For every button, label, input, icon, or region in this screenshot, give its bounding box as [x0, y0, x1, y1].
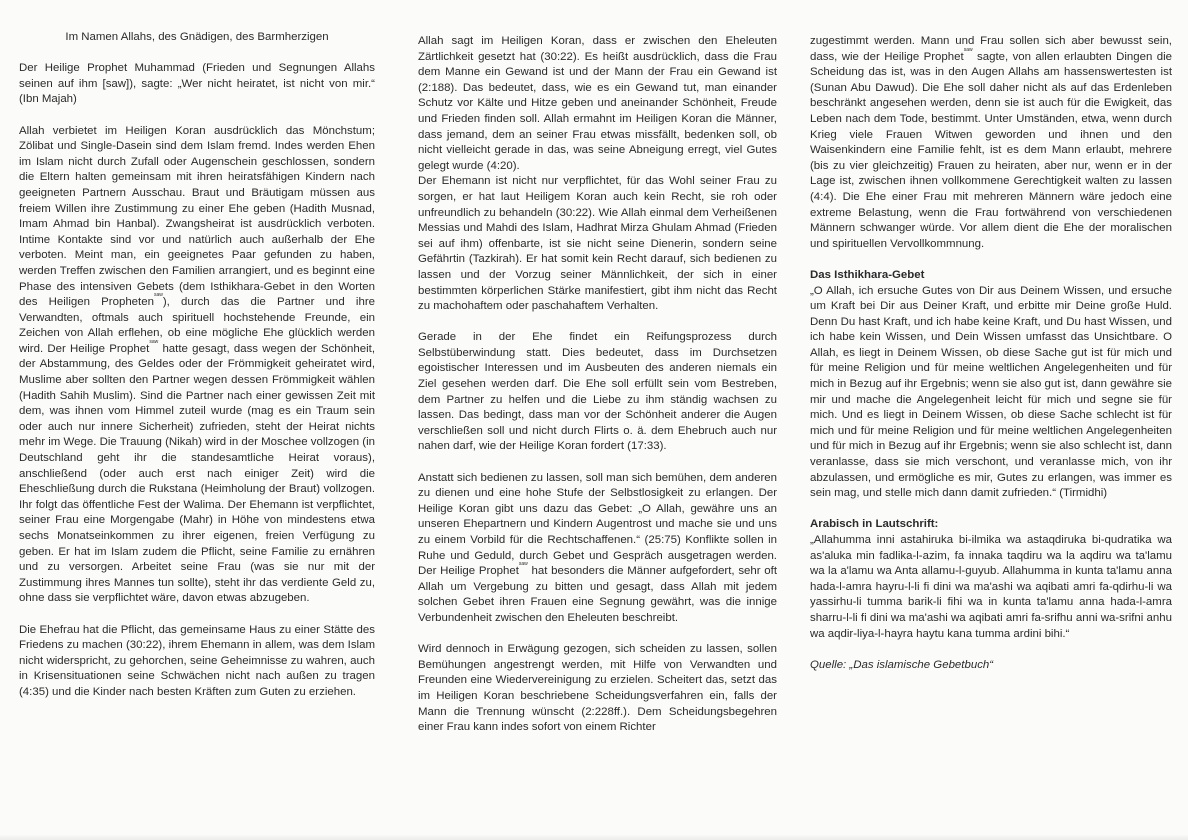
paragraph-marriage-choice: Allah verbietet im Heiligen Koran ausdrücklich das Mönchstum; Zölibat und Single-Dasein sind dem Islam fremd. Indes werden Ehen im Islam nicht durch Zufall oder Augenschein geschlossen, sondern die Eltern halten gemeinsam mit ihren heiratsfähigen Kindern nach geeigneten Partnern Ausschau. Braut und Bräutigam müssen aus freiem Willen ihre Zustimmung zu einer Ehe geben (Hadith Musnad, Imam Ahmad bin Hanbal). Zwangsheirat ist ausdrücklich verboten. Intime Kontakte sind vor und natürlich auch außerhalb der Ehe verboten. Meint man, ein geeignetes Paar gefunden zu haben, werden Treffen zwischen den Familien arrangiert, und es beginnt eine Phase des intensiven Gebets (dem Isthikhara-Gebet in den Worten des Heiligen Propheten$^{saw}$), durch das die Partner und ihre Verwandten, oftmals auch spirituell hochstehende Freunde, ein Zeichen von Allah erflehen, ob eine mögliche Ehe glücklich werden wird. Der Heilige Prophet$^{saw}$ hatte gesagt, dass wegen der Schönheit, der Abstammung, des Geldes oder der Frömmigkeit geheiratet wird, Muslime aber sollten den Partner wegen dessen Frömmigkeit wählen (Hadith Sahih Muslim). Sind die Partner nach einer gewissen Zeit mit dem, was ihnen vom Himmel zuteil wurde (mag es ein Traum sein oder auch nur innere Sicherheit) zufrieden, steht der Heirat nichts mehr im Wege. Die Trauung (Nikah) wird in der Moschee vollzogen (in Deutschland geht ihr die standesamtliche Heirat voraus), anschließend (oder auch erst nach einiger Zeit) wird die Eheschließung durch die Rukstana (Heimholung der Braut) vollzogen. Ihr folgt das öffentliche Fest der Walima. Der Ehemann ist verpflichtet, seiner Frau eine Morgengabe (Mahr) in Höhe von mindestens etwa sechs Monatseinkommen zu ihrer eigenen, freien Verfügung zu geben. Er hat im Islam zudem die Pflicht, seine Familie zu ernähren und zu versorgen. Arbeitet seine Frau (was sie nur mit der Zustimmung ihres Mannes tun sollte), steht ihr das verdiente Geld zu, ohne dass sie verpflichtet wäre, davon etwas abzugeben. — [19, 124, 376, 605]
transliteration-text: „Allahumma inni astahiruka bi-ilmika wa astaqdiruka bi-qudratika wa as'aluka min fadlika-l-azim, fa innaka taqdiru wa la aqdiru wa ta'lamu wa la a'lamu wa Anta allamu-l-guyub. Allahumma in kunta ta'lamu anna hada-l-amra hayru-l-li fi dini wa ma'ashi wa aqibati amri fa-qdirhu-li wa yassirhu-li tumma barik-li fihi wa in kunta ta'lamu anna hada-l-amra sharru-l-li fi dini wa ma'ashi wa aqibati amri fa-srifhu anni wa-srifni anhu wa aqdir-liya-l-hayra haytu kana tumma ardini bihi.“ — [810, 534, 1172, 640]
paragraph-divorce: Wird dennoch in Erwägung gezogen, sich scheiden zu lassen, sollen Bemühungen angestrengt werden, mit Hilfe von Verwandten und Freunden eine Wiedervereinigung zu erzielen. Scheitert das, setzt das im Heiligen Koran beschriebene Scheidungsverfahren ein, falls der Mann die Trennung wünscht (2:228ff.). Dem Scheidungsbegehren einer Frau kann indes sofort von einem Richter — [418, 643, 777, 734]
isthikhara-heading: Das Isthikhara-Gebet — [810, 268, 925, 281]
column-2 — [418, 34, 777, 736]
column-3 — [810, 34, 1172, 673]
basmala-heading: Im Namen Allahs, des Gnädigen, des Barmherzigen — [65, 31, 329, 43]
intro-hadith: Der Heilige Prophet Muhammad (Frieden und Segnungen Allahs seinen auf ihm [saw]), sagte: „Wer nicht heiratet, ist nicht von mir.“ (Ibn Majah) — [19, 62, 375, 106]
paragraph-husband-duties: Der Ehemann ist nicht nur verpflichtet, für das Wohl seiner Frau zu sorgen, er hat laut Heiligem Koran auch kein Recht, sie roh oder unfreundlich zu behandeln (30:22). Wie Allah einmal dem Verheißenen Messias und Mahdi des Islam, Hadhrat Mirza Ghulam Ahmad (Frieden sei auf ihm) offenbarte, ist sie nicht seine Dienerin, sondern seine Gefährtin (Tazkirah). Er hat somit kein Recht darauf, sich bedienen zu lassen und der Vorzug seiner Männlichkeit, der sich in einer bestimmten körperlichen Stärke manifestiert, gibt ihm nicht das Recht zu machohaftem oder paschahaftem Verhalten. — [418, 175, 777, 313]
isthikhara-prayer-text: „O Allah, ich ersuche Gutes von Dir aus Deinem Wissen, und ersuche um Kraft bei Dir aus Deiner Kraft, und erbitte mir Deine große Huld. Denn Du hast Kraft, und ich habe keine Kraft, und Du hast Wissen, und ich habe kein Wissen, und Dein Wissen umfasst das Unsichtbare. O Allah, es liegt in Deinem Wissen, ob diese Sache gut ist für mich und für meine Religion und für meine weltlichen Angelegenheiten und für mich in Bezug auf ihr Ergebnis; wenn sie also gut ist, dann gewähre sie mir und mache die Angelegenheit leicht für mich und segne sie für mich. Und es liegt in Deinem Wissen, ob diese Sache schlecht ist für mich und für meine Religion und für meine weltlichen Angelegenheiten und für mich in Bezug auf ihr Ergebnis; wenn sie also schlecht ist, dann veranlasse, dass sie mich verschont, und veranlasse mich, von ihr abzulassen, und ermögliche es mir, Gutes zu erlangen, was immer es sein mag, und stelle mich dann damit zufrieden.“ (Tirmidhi) — [810, 284, 1172, 500]
paragraph-divorce-continued: zugestimmt werden. Mann und Frau sollen sich aber bewusst sein, dass, wie der Heilige Prophet$^{saw}$ sagte, von allen erlaubten Dingen die Scheidung das ist, was in den Augen Allahs am hassenswertesten ist (Sunan Abu Dawud). Die Ehe soll daher nicht als auf das Erdenleben beschränkt angesehen werden, denn sie ist auch für die Ewigkeit, das Leben nach dem Tode, bestimmt. Unter Umständen, etwa, wenn durch Krieg viele Frauen Witwen geworden und ihnen und den Waisenkindern eine Familie fehlt, ist es dem Mann erlaubt, mehrere (bis zu vier gleichzeitig) Frauen zu heiraten, aber nur, wenn er in der Lage ist, zwischen ihnen vollkommene Gerechtigkeit walten zu lassen (4:4). Die Ehe einer Frau mit mehreren Männern wäre jedoch eine extreme Belastung, wenn die Frau fortwährend von verschiedenen Männern schwanger würde. Vor allem dient die Ehe der moralischen und spirituellen Vervollkommnung. — [810, 35, 1172, 250]
transliteration-heading: Arabisch in Lautschrift: — [810, 518, 939, 531]
paragraph-selflessness: Anstatt sich bedienen zu lassen, soll man sich bemühen, dem anderen zu dienen und eine hohe Stufe der Selbstlosigkeit zu erlangen. Der Heilige Koran gibt uns dazu das Gebet: „O Allah, gewähre uns an unseren Ehepartnern und Kindern Augentrost und mache sie und uns zu einem Vorbild für die Rechtschaffenen.“ (25:75) Konflikte sollen in Ruhe und Geduld, durch Gebet und Gespräch ausgetragen werden. Der Heilige Prophet$^{saw}$ hat besonders die Männer aufgefordert, sehr oft Allah um Vergebung zu bitten und gesagt, dass Allah mit jedem solchen Gebet ihren Frauen eine Segnung gewährt, was die innige Verbundenheit zwischen den Eheleuten beschreibt. — [418, 471, 777, 624]
paragraph-tenderness: Allah sagt im Heiligen Koran, dass er zwischen den Eheleuten Zärtlichkeit gesetzt hat (30:22). Es heißt ausdrücklich, dass die Frau dem Manne ein Gewand ist und der Mann der Frau ein Gewand ist (2:188). Das bedeutet, dass, wie es ein Gewand tut, man einander Schutz vor Kälte und Hitze geben und aneinander Schönheit, Freude und Frieden finden soll. Allah ermahnt im Heiligen Koran die Männer, dass jemand, dem an seiner Frau etwas missfällt, bedenken soll, ob nicht vielleicht gerade in das, was seine Abneigung erregt, viel Gutes gelegt wurde (4:20). — [418, 35, 777, 172]
paragraph-maturation: Gerade in der Ehe findet ein Reifungsprozess durch Selbstüberwindung statt. Dies bedeutet, dass im Durchsetzen egoistischer Interessen und im Ausbeuten des anderen niemals ein Ziel gesehen werden darf. Die Ehe soll erfüllt sein vom Bestreben, dem Partner zu helfen und die Liebe zu ihm ständig wachsen zu lassen. Das bedingt, dass man vor der Schönheit anderer die Augen verschließen soll und nicht durch Flirts o. ä. dem Ehebruch auch nur nahen darf, wie der Heilige Koran fordert (17:33). — [418, 331, 777, 453]
scan-edge-shadow — [0, 834, 1188, 840]
column-1 — [19, 30, 375, 701]
prayer-source: Quelle: „Das islamische Gebetbuch“ — [810, 658, 994, 671]
paragraph-wife-duties: Die Ehefrau hat die Pflicht, das gemeinsame Haus zu einer Stätte des Friedens zu machen (30:22), ihrem Ehemann in allem, was dem Islam nicht widerspricht, zu gehorchen, seine Geheimnisse zu wahren, auch in Krisensituationen seine Schwächen nicht nach außen zu tragen (4:35) und die Kinder nach besten Kräften zum Guten zu erziehen. — [19, 623, 375, 698]
